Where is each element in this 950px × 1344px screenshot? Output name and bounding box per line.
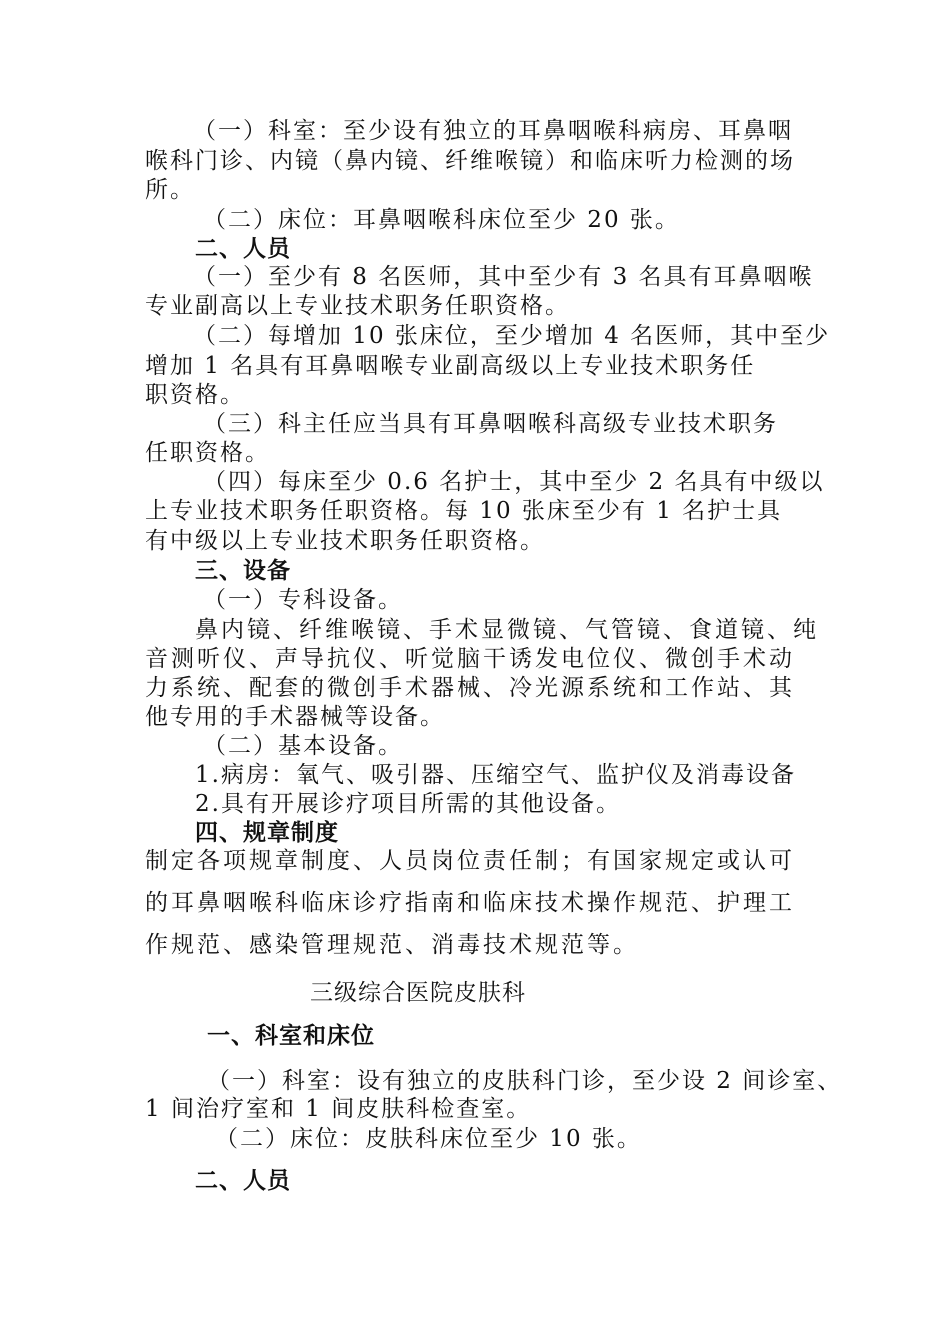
paragraph-line: （三）科主任应当具有耳鼻咽喉科高级专业技术职务 [203, 411, 778, 437]
paragraph-line: （二）每增加 10 张床位，至少增加 4 名医师，其中至少 [193, 323, 831, 349]
paragraph-line: （二）床位：皮肤科床位至少 10 张。 [215, 1126, 642, 1152]
section-heading: 一、科室和床位 [207, 1023, 375, 1049]
paragraph-line: 1 间治疗室和 1 间皮肤科检查室。 [145, 1096, 532, 1122]
section-heading: 二、人员 [195, 1168, 291, 1194]
paragraph-line: （二）基本设备。 [203, 733, 403, 759]
page-title: 三级综合医院皮肤科 [310, 980, 526, 1006]
paragraph-line: 职资格。 [145, 382, 245, 408]
paragraph-line: 专业副高以上专业技术职务任职资格。 [145, 293, 570, 319]
paragraph-line: 1.病房：氧气、吸引器、压缩空气、监护仪及消毒设备 [195, 762, 796, 788]
paragraph-line: 鼻内镜、纤维喉镜、手术显微镜、气管镜、食道镜、纯 [195, 617, 819, 643]
paragraph-line: （四）每床至少 0.6 名护士，其中至少 2 名具有中级以 [203, 469, 825, 495]
paragraph-line: 有中级以上专业技术职务任职资格。 [145, 528, 545, 554]
paragraph-line: （一）至少有 8 名医师，其中至少有 3 名具有耳鼻咽喉 [193, 264, 814, 290]
paragraph-line: 增加 1 名具有耳鼻咽喉专业副高级以上专业技术职务任 [145, 353, 756, 379]
paragraph-line: 所。 [145, 177, 195, 203]
paragraph-line: 喉科门诊、内镜（鼻内镜、纤维喉镜）和临床听力检测的场 [145, 148, 795, 174]
paragraph-line: 力系统、配套的微创手术器械、冷光源系统和工作站、其 [145, 675, 795, 701]
paragraph-line: （一）科室：至少设有独立的耳鼻咽喉科病房、耳鼻咽 [193, 118, 793, 144]
paragraph-line: （一）科室：设有独立的皮肤科门诊，至少设 2 间诊室、 [207, 1068, 843, 1094]
paragraph-line: 上专业技术职务任职资格。每 10 张床至少有 1 名护士具 [145, 498, 783, 524]
paragraph-line: （二）床位：耳鼻咽喉科床位至少 20 张。 [203, 207, 680, 233]
section-heading: 二、人员 [195, 236, 291, 262]
paragraph-line: 他专用的手术器械等设备。 [145, 704, 445, 730]
paragraph-line: （一）专科设备。 [203, 587, 403, 613]
section-heading: 四、规章制度 [195, 820, 339, 846]
paragraph-line: 2.具有开展诊疗项目所需的其他设备。 [195, 791, 621, 817]
paragraph-line: 音测听仪、声导抗仪、听觉脑干诱发电位仪、微创手术动 [145, 646, 795, 672]
paragraph-line: 任职资格。 [145, 440, 270, 466]
section-heading: 三、设备 [195, 558, 291, 584]
paragraph-line: 制定各项规章制度、人员岗位责任制；有国家规定或认可 [145, 848, 795, 874]
paragraph-line: 作规范、感染管理规范、消毒技术规范等。 [145, 932, 639, 958]
paragraph-line: 的耳鼻咽喉科临床诊疗指南和临床技术操作规范、护理工 [145, 890, 795, 916]
